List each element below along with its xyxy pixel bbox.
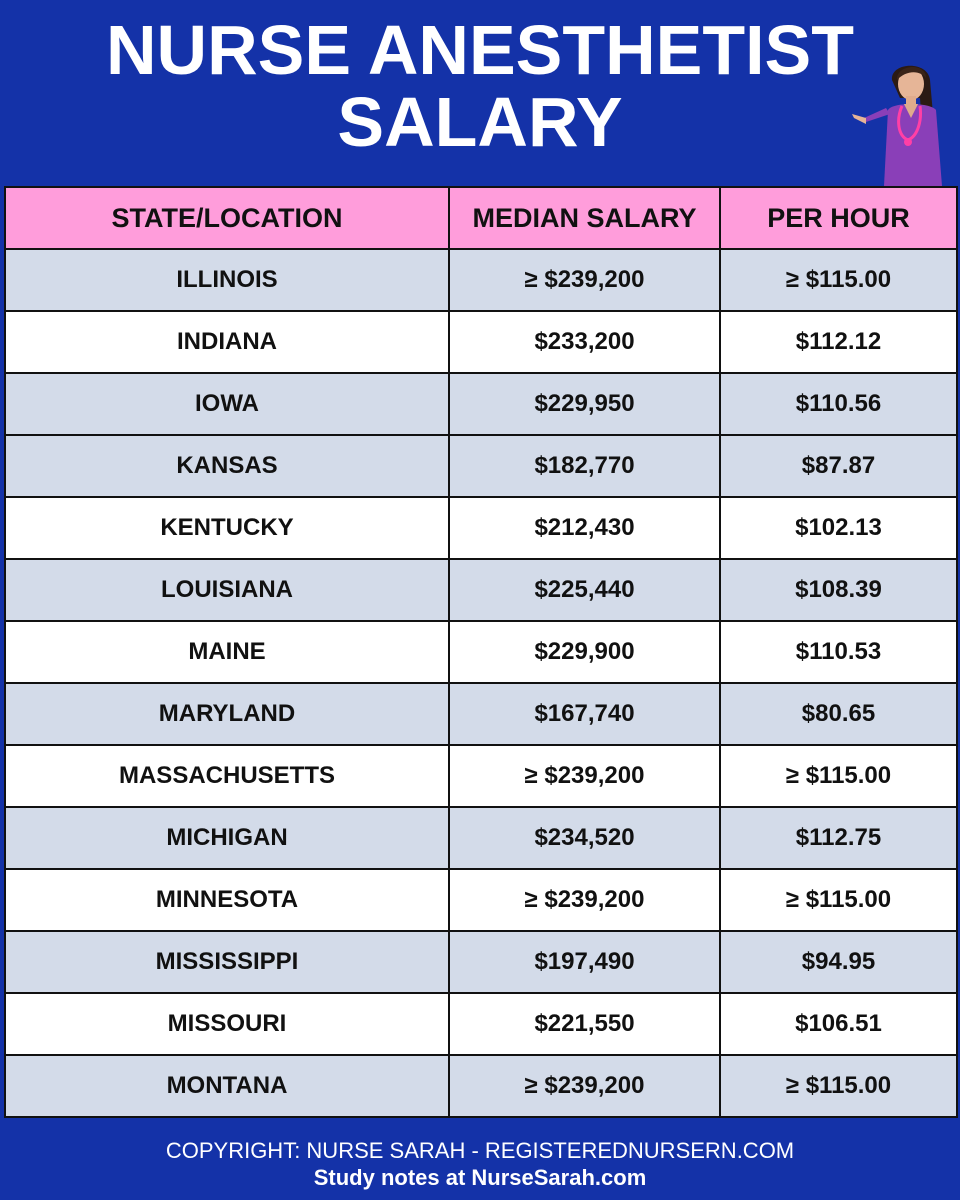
salary-table bbox=[4, 186, 958, 1118]
copyright-text: COPYRIGHT: NURSE SARAH - REGISTEREDNURSERN.COM bbox=[165, 1138, 795, 1163]
study-notes-text: Study notes at NurseSarah.com bbox=[313, 1165, 647, 1190]
salary-cell: $233,200 bbox=[449, 311, 720, 373]
state-cell: INDIANA bbox=[5, 311, 449, 373]
salary-cell: $234,520 bbox=[449, 807, 720, 869]
hour-cell: $110.56 bbox=[720, 373, 957, 435]
salary-cell: ≥ $239,200 bbox=[449, 1055, 720, 1117]
table-row bbox=[5, 435, 957, 497]
state-cell: MARYLAND bbox=[5, 683, 449, 745]
hour-cell: $112.75 bbox=[720, 807, 957, 869]
state-cell: KANSAS bbox=[5, 435, 449, 497]
state-cell: MISSOURI bbox=[5, 993, 449, 1055]
table-row bbox=[5, 1055, 957, 1117]
hour-cell: ≥ $115.00 bbox=[720, 869, 957, 931]
state-cell: IOWA bbox=[5, 373, 449, 435]
salary-cell: $229,900 bbox=[449, 621, 720, 683]
page-title bbox=[0, 11, 960, 161]
table-row bbox=[5, 683, 957, 745]
salary-cell: $221,550 bbox=[449, 993, 720, 1055]
hour-cell: $102.13 bbox=[720, 497, 957, 559]
state-cell: KENTUCKY bbox=[5, 497, 449, 559]
table-row bbox=[5, 621, 957, 683]
salary-cell: $229,950 bbox=[449, 373, 720, 435]
table-row bbox=[5, 373, 957, 435]
hour-cell: $112.12 bbox=[720, 311, 957, 373]
table-row bbox=[5, 869, 957, 931]
salary-cell: ≥ $239,200 bbox=[449, 745, 720, 807]
table-row bbox=[5, 497, 957, 559]
header bbox=[0, 0, 960, 186]
nurse-photo bbox=[850, 58, 960, 186]
state-cell: ILLINOIS bbox=[5, 249, 449, 311]
table-row bbox=[5, 559, 957, 621]
state-cell: MASSACHUSETTS bbox=[5, 745, 449, 807]
hour-cell: $108.39 bbox=[720, 559, 957, 621]
hour-cell: $80.65 bbox=[720, 683, 957, 745]
state-cell: MINNESOTA bbox=[5, 869, 449, 931]
table-row bbox=[5, 249, 957, 311]
column-header-salary: MEDIAN SALARY bbox=[449, 187, 720, 249]
hour-cell: ≥ $115.00 bbox=[720, 249, 957, 311]
state-cell: LOUISIANA bbox=[5, 559, 449, 621]
salary-cell: $167,740 bbox=[449, 683, 720, 745]
hour-cell: $87.87 bbox=[720, 435, 957, 497]
salary-cell: $225,440 bbox=[449, 559, 720, 621]
title-line-2: SALARY bbox=[337, 83, 623, 161]
table-row bbox=[5, 993, 957, 1055]
table-row bbox=[5, 807, 957, 869]
state-cell: MAINE bbox=[5, 621, 449, 683]
footer bbox=[0, 1130, 960, 1200]
hour-cell: ≥ $115.00 bbox=[720, 745, 957, 807]
hour-cell: ≥ $115.00 bbox=[720, 1055, 957, 1117]
title-line-1: NURSE ANESTHETIST bbox=[105, 11, 855, 89]
state-cell: MICHIGAN bbox=[5, 807, 449, 869]
salary-cell: ≥ $239,200 bbox=[449, 249, 720, 311]
hour-cell: $106.51 bbox=[720, 993, 957, 1055]
salary-cell: $212,430 bbox=[449, 497, 720, 559]
table-row bbox=[5, 931, 957, 993]
table-row bbox=[5, 311, 957, 373]
hour-cell: $94.95 bbox=[720, 931, 957, 993]
table-header-row bbox=[5, 187, 957, 249]
salary-cell: ≥ $239,200 bbox=[449, 869, 720, 931]
column-header-hour: PER HOUR bbox=[720, 187, 957, 249]
state-cell: MISSISSIPPI bbox=[5, 931, 449, 993]
table-row bbox=[5, 745, 957, 807]
salary-cell: $197,490 bbox=[449, 931, 720, 993]
salary-cell: $182,770 bbox=[449, 435, 720, 497]
column-header-state: STATE/LOCATION bbox=[5, 187, 449, 249]
state-cell: MONTANA bbox=[5, 1055, 449, 1117]
hour-cell: $110.53 bbox=[720, 621, 957, 683]
